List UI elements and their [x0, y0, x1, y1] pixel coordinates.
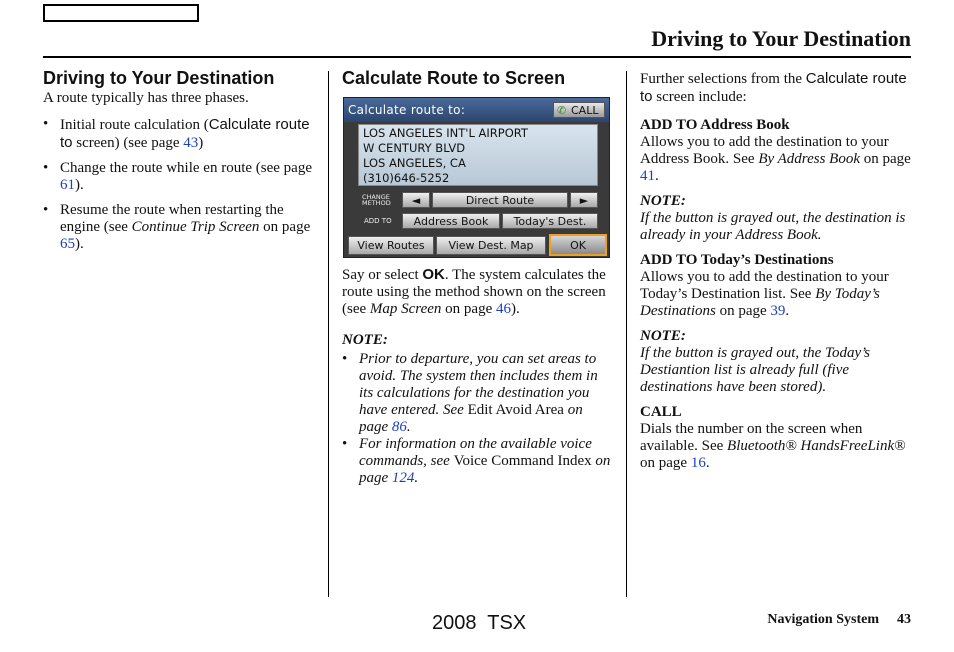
footer-section-page: [767, 612, 911, 628]
toc-link-box[interactable]: [43, 4, 199, 22]
todays-dest-button[interactable]: Today's Dest.: [502, 213, 598, 229]
change-method-label: CHANGE METHOD: [362, 193, 391, 207]
list-item: • For information on the available voice commands, see Voice Command Index on page 124.: [342, 436, 614, 487]
page-link[interactable]: 41: [640, 168, 655, 184]
section-heading: Calculate Route to Screen: [342, 68, 566, 88]
section-heading: Driving to Your Destination: [43, 68, 275, 88]
destination-address: LOS ANGELES INT'L AIRPORT W CENTURY BLVD LOS ANGELES, CA (310)646-5252: [358, 124, 598, 186]
note-label: NOTE:: [640, 193, 686, 209]
phone-icon: ✆: [557, 104, 567, 117]
column-2-text: [342, 266, 614, 487]
footer-model: 2008 TSX: [432, 612, 527, 634]
phase-list: [43, 116, 315, 253]
address-book-button[interactable]: Address Book: [402, 213, 500, 229]
column-2: [342, 68, 614, 89]
page-link[interactable]: 16: [690, 455, 706, 471]
page-number: 43: [897, 612, 911, 627]
call-heading: CALL: [640, 404, 682, 420]
direct-route-display: Direct Route: [432, 192, 568, 208]
column-3: [640, 70, 912, 472]
list-item: • Initial route calculation (Calculate route to screen) (see page 43): [43, 116, 315, 152]
note-list: [342, 351, 614, 487]
note-label: NOTE:: [640, 328, 686, 344]
view-routes-button[interactable]: View Routes: [348, 236, 434, 255]
page-link[interactable]: 124: [391, 470, 415, 486]
list-item: • Prior to departure, you can set areas to avoid. The system then includes them in its calculations for the destination you have entered. See Edit Avoid Area on page 86.: [342, 351, 614, 436]
method-next-button[interactable]: ►: [570, 192, 598, 208]
call-button[interactable]: ✆ CALL: [553, 102, 605, 118]
column-divider-2: [626, 71, 627, 597]
add-to-address-book-heading: ADD TO Address Book: [640, 117, 790, 133]
list-item: • Resume the route when restarting the engine (see Continue Trip Screen on page 65).: [43, 202, 315, 253]
column-divider-1: [328, 71, 329, 597]
add-to-todays-destinations-text: Allows you to add the destination to your Today’s Destination list. See By Today’s Destinations on page 39.: [640, 269, 889, 319]
header-rule: [43, 56, 911, 58]
page-link[interactable]: 86: [391, 419, 407, 435]
screen-title: Calculate route to:: [348, 103, 466, 117]
calculate-route-screen: [343, 97, 610, 258]
add-to-address-book-text: Allows you to add the destination to your Address Book. See By Address Book on page 41.: [640, 134, 911, 184]
ok-button[interactable]: OK: [549, 234, 607, 256]
further-selections-intro: Further selections from the Calculate route to screen include:: [640, 70, 907, 105]
note-label: NOTE:: [342, 332, 388, 348]
method-prev-button[interactable]: ◄: [402, 192, 430, 208]
list-item: • Change the route while en route (see page 61).: [43, 160, 315, 194]
page-link[interactable]: 46: [495, 301, 511, 317]
page-link[interactable]: 61: [60, 177, 75, 193]
add-to-todays-destinations-heading: ADD TO Today’s Destinations: [640, 252, 834, 268]
call-text: Dials the number on the screen when available. See Bluetooth® HandsFreeLink® on page 16.: [640, 421, 906, 471]
column-1: [43, 68, 315, 261]
page-title: Driving to Your Destination: [651, 26, 911, 51]
page-link[interactable]: 65: [60, 236, 75, 252]
say-or-select-paragraph: Say or select OK. The system calculates the route using the method shown on the screen (see Map Screen on page 46).: [342, 266, 606, 317]
page-link[interactable]: 39: [770, 303, 786, 319]
page-link[interactable]: 43: [183, 135, 199, 151]
add-to-label: ADD TO: [364, 217, 392, 225]
screen-title-bar: [344, 98, 609, 122]
note-text: If the button is grayed out, the destination is already in your Address Book.: [640, 210, 906, 243]
view-dest-map-button[interactable]: View Dest. Map: [436, 236, 546, 255]
note-text: If the button is grayed out, the Today’s Destiantion list is already full (five destinations have been stored).: [640, 345, 870, 395]
intro-text: A route typically has three phases.: [43, 90, 249, 106]
footer-section: Navigation System: [767, 612, 879, 627]
